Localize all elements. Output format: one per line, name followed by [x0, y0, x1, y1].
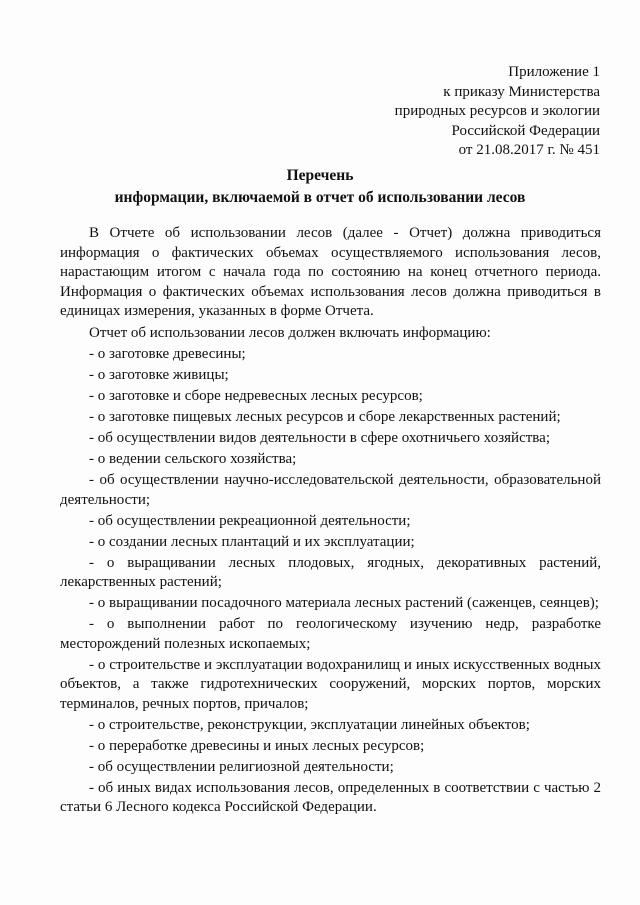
- list-item: - о заготовке пищевых лесных ресурсов и сборе лекарственных растений;: [89, 409, 561, 425]
- list-item: - о создании лесных плантаций и их эксплуатации;: [89, 533, 415, 550]
- list-item: - об осуществлении видов деятельности в сфере охотничьего хозяйства;: [89, 430, 551, 446]
- appendix-order-line: к приказу Министерства: [443, 83, 600, 100]
- title-line-2: информации, включаемой в отчет об использовании лесов: [114, 189, 526, 206]
- appendix-header: [395, 63, 600, 161]
- list-item: - о заготовке живицы;: [89, 367, 229, 383]
- list-item: - о выращивании лесных плодовых, ягодных, декоративных растений, лекарственных растений;: [60, 554, 601, 590]
- list-item: - о строительстве, реконструкции, эксплуатации линейных объектов;: [89, 716, 530, 733]
- list-intro: Отчет об использовании лесов должен включать информацию:: [89, 324, 491, 341]
- list-item: - о заготовке и сборе недревесных лесных ресурсов;: [89, 388, 423, 404]
- document-title: [0, 165, 640, 209]
- list-item: - об осуществлении религиозной деятельности;: [89, 758, 394, 775]
- document-body: [60, 224, 601, 819]
- appendix-ministry-line: природных ресурсов и экологии: [394, 103, 600, 119]
- list-item: - о выполнении работ по геологическому изучению недр, разработке месторождений полезных ископаемых;: [60, 616, 601, 652]
- list-item: - о выращивании посадочного материала лесных растений (саженцев, сеянцев);: [89, 595, 599, 611]
- list-item: - об осуществлении рекреационной деятельности;: [89, 512, 411, 529]
- intro-paragraph: В Отчете об использовании лесов (далее - Отчет) должна приводиться информация о фактических объемах осуществляемого использования лесов, нарастающим итогом с начала года по состоянию на конец отчетного периода. Информация о фактических объемах использования лесов должна приводиться в единицах измерения, указанных в форме Отчета.: [60, 225, 601, 319]
- appendix-title: Приложение 1: [508, 64, 600, 80]
- list-item: - о ведении сельского хозяйства;: [89, 451, 297, 467]
- appendix-date-number: от 21.08.2017 г. № 451: [458, 142, 600, 158]
- list-item: - об осуществлении научно-исследовательской деятельности, образовательной деятельности;: [60, 472, 601, 508]
- list-item: - о переработке древесины и иных лесных ресурсов;: [89, 737, 425, 754]
- list-item: - об иных видах использования лесов, определенных в соответствии с частью 2 статьи 6 Лесного кодекса Российской Федерации.: [60, 779, 601, 815]
- list-item: - о заготовке древесины;: [89, 346, 246, 362]
- list-item: - о строительстве и эксплуатации водохранилищ и иных искусственных водных объектов, а также гидротехнических сооружений, морских портов, морских терминалов, речных портов, причалов;: [60, 656, 601, 712]
- title-line-1: Перечень: [286, 167, 354, 184]
- appendix-country-line: Российской Федерации: [451, 122, 600, 139]
